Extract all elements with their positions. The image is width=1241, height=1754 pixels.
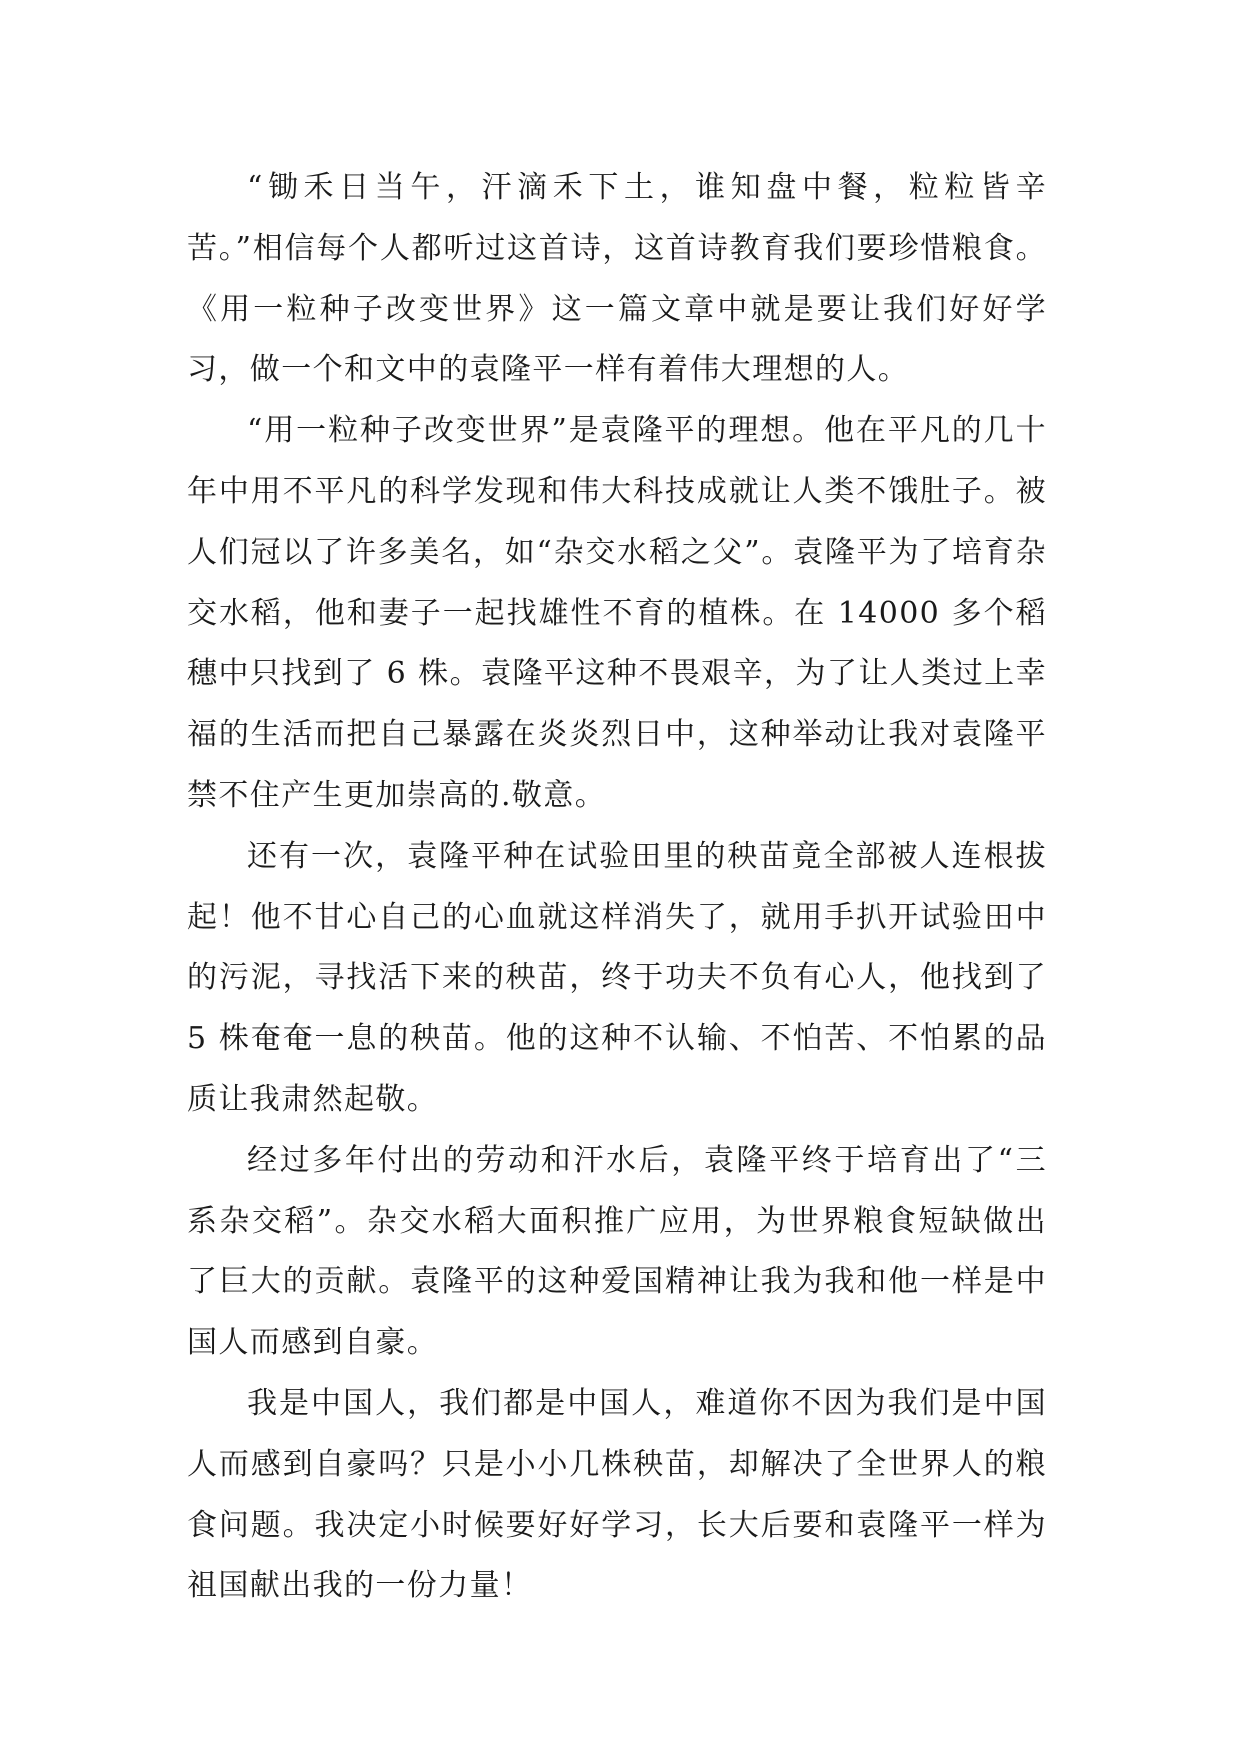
essay-body [187, 158, 1047, 1617]
paragraph-4: 经过多年付出的劳动和汗水后，袁隆平终于培育出了“三系杂交稻”。杂交水稻大面积推广应用，为世界粮食短缺做出了巨大的贡献。袁隆平的这种爱国精神让我为我和他一样是中国人而感到自豪。 [187, 1142, 1047, 1361]
paragraph-1: “锄禾日当午，汗滴禾下土，谁知盘中餐，粒粒皆辛苦。”相信每个人都听过这首诗，这首诗教育我们要珍惜粮食。《用一粒种子改变世界》这一篇文章中就是要让我们好好学习，做一个和文中的袁隆平一样有着伟大理想的人。 [187, 170, 1047, 388]
paragraph-2: “用一粒种子改变世界”是袁隆平的理想。他在平凡的几十年中用不平凡的科学发现和伟大科技成就让人类不饿肚子。被人们冠以了许多美名，如“杂交水稻之父”。袁隆平为了培育杂交水稻，他和妻子一起找雄性不育的植株。在 14000 多个稻穗中只找到了 6 株。袁隆平这种不畏艰辛，为了让人类过上幸福的生活而把自己暴露在炎炎烈日中，这种举动让我对袁隆平禁不住产生更加崇高的.敬意。 [187, 413, 1047, 813]
paragraph-5: 我是中国人，我们都是中国人，难道你不因为我们是中国人而感到自豪吗？只是小小几株秧苗，却解决了全世界人的粮食问题。我决定小时候要好好学习，长大后要和袁隆平一样为祖国献出我的一份力量！ [187, 1385, 1047, 1604]
paragraph-3: 还有一次，袁隆平种在试验田里的秧苗竟全部被人连根拔起！他不甘心自己的心血就这样消失了，就用手扒开试验田中的污泥，寻找活下来的秧苗，终于功夫不负有心人，他找到了 5 株奄奄一息的秧苗。他的这种不认输、不怕苦、不怕累的品质让我肃然起敬。 [187, 838, 1047, 1117]
